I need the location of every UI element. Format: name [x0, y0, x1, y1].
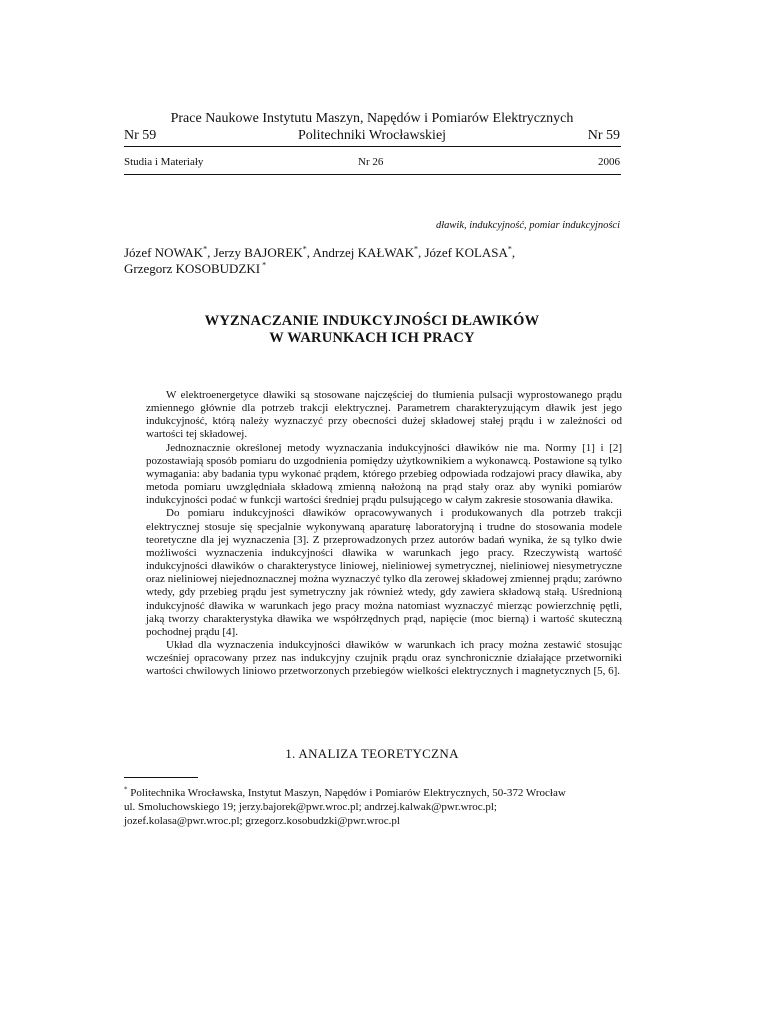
issue-number-left: Nr 59 [124, 128, 157, 143]
paragraph: Jednoznacznie określonej metody wyznaczania indukcyjności dławików nie ma. Normy [1] i [2] pozostawiają sposób pomiaru do uzgodnienia pomiędzy użytkownikiem a wykonawcą. Postawione są tylko wymagania: aby badania typu wykonać prądem, którego przebieg odpowiada rodzajowi pracy dławika, aby metoda pomiaru uwzględniała składową zmienną nałożoną na prąd stały oraz aby wyniki pomiarów indukcyjności podać w funkcji wartości średniej prądu pulsującego w całym zakresie stosowania dławika. [146, 441, 622, 507]
paragraph: Układ dla wyznaczenia indukcyjności dławików w warunkach ich pracy można zestawić stosując wcześniej opracowany przez nas indukcyjny czujnik prądu oraz synchronicznie działające przetworniki wartości chwilowych liniowo przetworzonych przebiegów wielkości elektrycznych i magnetycznych [5, 6]. [146, 638, 622, 678]
author: Grzegorz KOSOBUDZKI * [124, 260, 267, 276]
issue-number-right: Nr 59 [587, 128, 620, 143]
paragraph: Do pomiaru indukcyjności dławików opracowywanych i produkowanych dla potrzeb trakcji elektrycznej stosuje się specjalnie wykonywaną aparaturę laboratoryjną i trudne do stosowania modele teoretyczne dla jej wyznaczenia [3]. Z przeprowadzonych przez autorów badań wynika, że są tylko dwie możliwości wyznaczenia indukcyjności dławika w warunkach jego pracy. Rzeczywistą wartość indukcyjności dławików o charakterystyce liniowej, nieliniowej symetrycznej, nieliniowej niesymetryczne oraz nieliniowej niejednoznacznej można wyznaczyć tylko dla zerowej składowej zmiennej prądu; zarówno wtedy, gdy przebieg prądu jest symetryczny jak również wtedy, gdy zawiera składową stałą. Uśrednioną indukcyjność dławika w warunkach jego pracy można natomiast wyznaczyć mierząc powierzchnię pętli, jaką tworzy charakterystyka dławika we współrzędnych prąd, napięcie (moc bierną) i wartość skuteczną pochodnej prądu [4]. [146, 507, 622, 638]
footnote-line2: ul. Smoluchowskiego 19; jerzy.bajorek@pwr.wroc.pl; andrzej.kalwak@pwr.wroc.pl; [124, 801, 497, 813]
author: Jerzy BAJOREK*, [213, 244, 313, 260]
footnote-line1: * Politechnika Wrocławska, Instytut Maszyn, Napędów i Pomiarów Elektrycznych, 50-372 Wrocław [124, 785, 566, 799]
journal-title-line1: Prace Naukowe Instytutu Maszyn, Napędów i Pomiarów Elektrycznych [170, 111, 574, 126]
footnote-mark: * [124, 785, 128, 794]
section-heading: 1. ANALIZA TEORETYCZNA [285, 746, 459, 761]
series-number: Nr 26 [358, 156, 384, 168]
footnote-line3: jozef.kolasa@pwr.wroc.pl; grzegorz.kosobudzki@pwr.wroc.pl [124, 815, 400, 827]
paragraph: W elektroenergetyce dławiki są stosowane najczęściej do tłumienia pulsacji wyprostowanego prądu zmiennego głównie dla potrzeb trakcji elektrycznej. Parametrem charakteryzującym dławik jest jego indukcyjność, którą należy wyznaczyć przy obecności dużej składowej stałej prądu i w zależności od wartości tej składowej. [146, 389, 622, 441]
author: Józef KOLASA*, [424, 244, 516, 260]
header-rule-top [124, 146, 621, 147]
header-rule-bottom [124, 174, 621, 175]
paper-title [124, 313, 620, 347]
footnote-rule [124, 777, 198, 778]
author: Andrzej KAŁWAK*, [312, 244, 425, 260]
abstract-body [146, 389, 622, 678]
series-name: Studia i Materiały [124, 156, 204, 168]
university-name: Politechniki Wrocławskiej [297, 128, 447, 143]
paper-title-line2: W WARUNKACH ICH PRACY [269, 330, 475, 346]
author-list [124, 245, 620, 277]
author: Józef NOWAK*, [124, 244, 214, 260]
paper-title-line1: WYZNACZANIE INDUKCYJNOŚCI DŁAWIKÓW [204, 313, 540, 329]
footnote [124, 786, 620, 828]
journal-title-line2 [124, 127, 620, 144]
publication-year: 2006 [598, 156, 620, 168]
keywords: dławik, indukcyjność, pomiar indukcyjności [435, 220, 620, 231]
